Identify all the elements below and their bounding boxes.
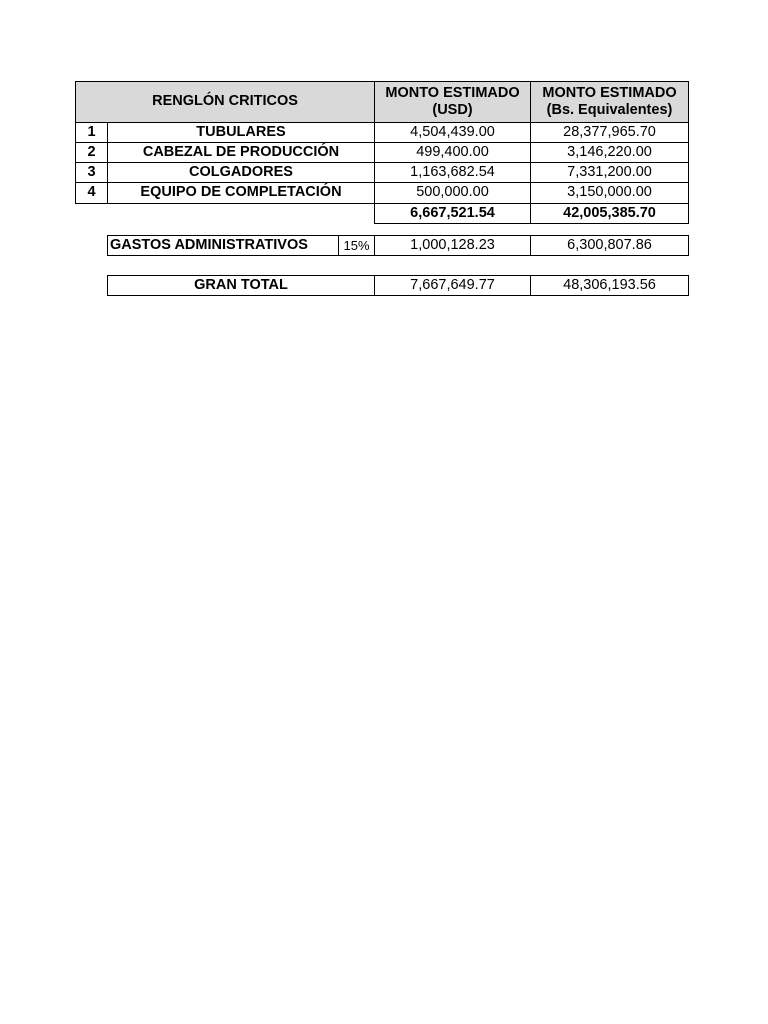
- subtotal-usd-text: 6,667,521.54: [410, 204, 495, 221]
- total-bs-text: 48,306,193.56: [563, 276, 656, 293]
- total-label: [107, 275, 375, 296]
- total-label-text: GRAN TOTAL: [194, 276, 288, 293]
- row-bs: [530, 142, 689, 163]
- row-usd: [374, 122, 531, 143]
- row-usd-text: 4,504,439.00: [410, 123, 495, 140]
- admin-percent: [338, 235, 375, 256]
- row-description: [107, 182, 375, 204]
- total-usd: [374, 275, 531, 296]
- row-usd-text: 499,400.00: [416, 143, 489, 160]
- row-number-text: 1: [87, 123, 96, 140]
- header-usd-line2: (USD): [432, 102, 473, 118]
- subtotal-bs-text: 42,005,385.70: [563, 204, 656, 221]
- row-description-text: EQUIPO DE COMPLETACIÓN: [140, 184, 342, 201]
- row-bs-text: 3,146,220.00: [567, 143, 652, 160]
- row-number: [75, 142, 108, 163]
- row-bs: [530, 182, 689, 204]
- row-bs: [530, 122, 689, 143]
- total-bs: [530, 275, 689, 296]
- header-bs-line1: MONTO ESTIMADO: [542, 84, 677, 101]
- header-usd: [374, 81, 531, 123]
- admin-usd-text: 1,000,128.23: [410, 236, 495, 253]
- row-bs: [530, 162, 689, 183]
- row-number-text: 4: [87, 184, 96, 201]
- row-bs-text: 3,150,000.00: [567, 184, 652, 201]
- row-description: [107, 142, 375, 163]
- row-description-text: CABEZAL DE PRODUCCIÓN: [142, 143, 340, 160]
- header-usd-line1: MONTO ESTIMADO: [385, 84, 520, 101]
- row-number: [75, 122, 108, 143]
- row-bs-text: 28,377,965.70: [563, 123, 656, 140]
- header-bs-line2: (Bs. Equivalentes): [546, 102, 673, 118]
- admin-percent-text: 15%: [343, 237, 370, 253]
- row-usd: [374, 162, 531, 183]
- admin-bs: [530, 235, 689, 256]
- admin-usd: [374, 235, 531, 256]
- row-number: [75, 162, 108, 183]
- row-description-text: COLGADORES: [189, 163, 293, 180]
- row-number-text: 2: [87, 143, 96, 160]
- row-bs-text: 7,331,200.00: [567, 163, 652, 180]
- row-usd: [374, 142, 531, 163]
- admin-label: [107, 235, 339, 256]
- row-description: [107, 122, 375, 143]
- row-usd-text: 1,163,682.54: [410, 163, 495, 180]
- row-number-text: 3: [87, 163, 96, 180]
- admin-label-text: GASTOS ADMINISTRATIVOS: [110, 236, 308, 253]
- row-description-text: TUBULARES: [196, 123, 286, 140]
- header-renglon: [75, 81, 375, 123]
- subtotal-bs: [530, 203, 689, 224]
- row-description: [107, 162, 375, 183]
- header-renglon-label: RENGLÓN CRITICOS: [152, 93, 298, 110]
- total-usd-text: 7,667,649.77: [410, 276, 495, 293]
- subtotal-usd: [374, 203, 531, 224]
- header-bs: [530, 81, 689, 123]
- row-usd: [374, 182, 531, 204]
- admin-bs-text: 6,300,807.86: [567, 236, 652, 253]
- row-number: [75, 182, 108, 204]
- row-usd-text: 500,000.00: [416, 184, 489, 201]
